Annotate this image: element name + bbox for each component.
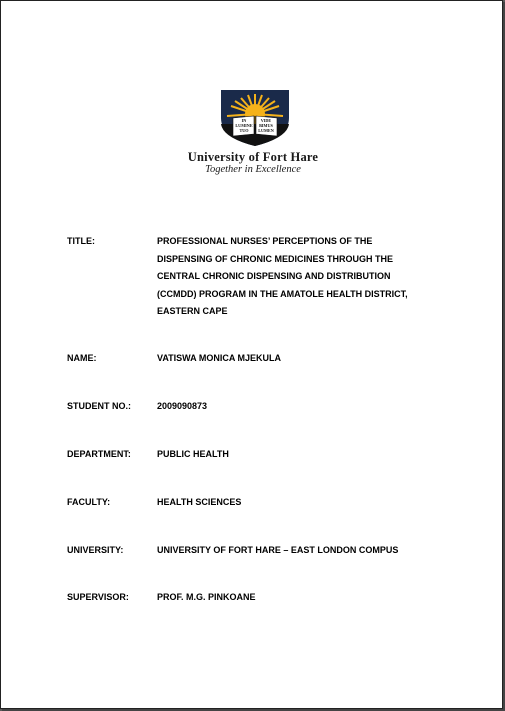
title-label: TITLE: [67,236,95,246]
university-motto: Together in Excellence [205,164,301,175]
book-right-line-3: LUMEN [258,128,274,133]
university-label: UNIVERSITY: [67,545,124,555]
title-line: DISPENSING OF CHRONIC MEDICINES THROUGH THE [157,253,394,264]
title-line: EASTERN CAPE [157,306,228,316]
book-right-line-2: BIMUS [259,123,273,128]
book-left-line-2: LUMINE [235,123,253,128]
student-no-label: STUDENT NO.: [67,401,131,411]
supervisor-label: SUPERVISOR: [67,592,129,602]
university-value: UNIVERSITY OF FORT HARE – EAST LONDON COMPUS [157,545,399,555]
name-value: VATISWA MONICA MJEKULA [157,353,281,363]
book-left-line-1: IN [241,118,247,123]
name-label: NAME: [67,353,97,363]
department-value: PUBLIC HEALTH [157,449,229,459]
title-line: (CCMDD) PROGRAM IN THE AMATOLE HEALTH DISTRICT, [157,288,408,299]
university-name: University of Fort Hare [187,150,319,164]
book-right-line-1: VIDE [260,118,272,123]
department-label: DEPARTMENT: [67,449,131,459]
university-crest-logo [219,88,291,148]
title-line: CENTRAL CHRONIC DISPENSING AND DISTRIBUTION [157,271,391,281]
faculty-label: FACULTY: [67,497,111,507]
book-left-line-3: TUO [239,128,249,133]
supervisor-value: PROF. M.G. PINKOANE [157,592,256,602]
title-line: PROFESSIONAL NURSES’ PERCEPTIONS OF THE [157,236,373,246]
student-no-value: 2009090873 [157,401,208,411]
faculty-value: HEALTH SCIENCES [157,497,242,507]
title-value [157,233,457,321]
